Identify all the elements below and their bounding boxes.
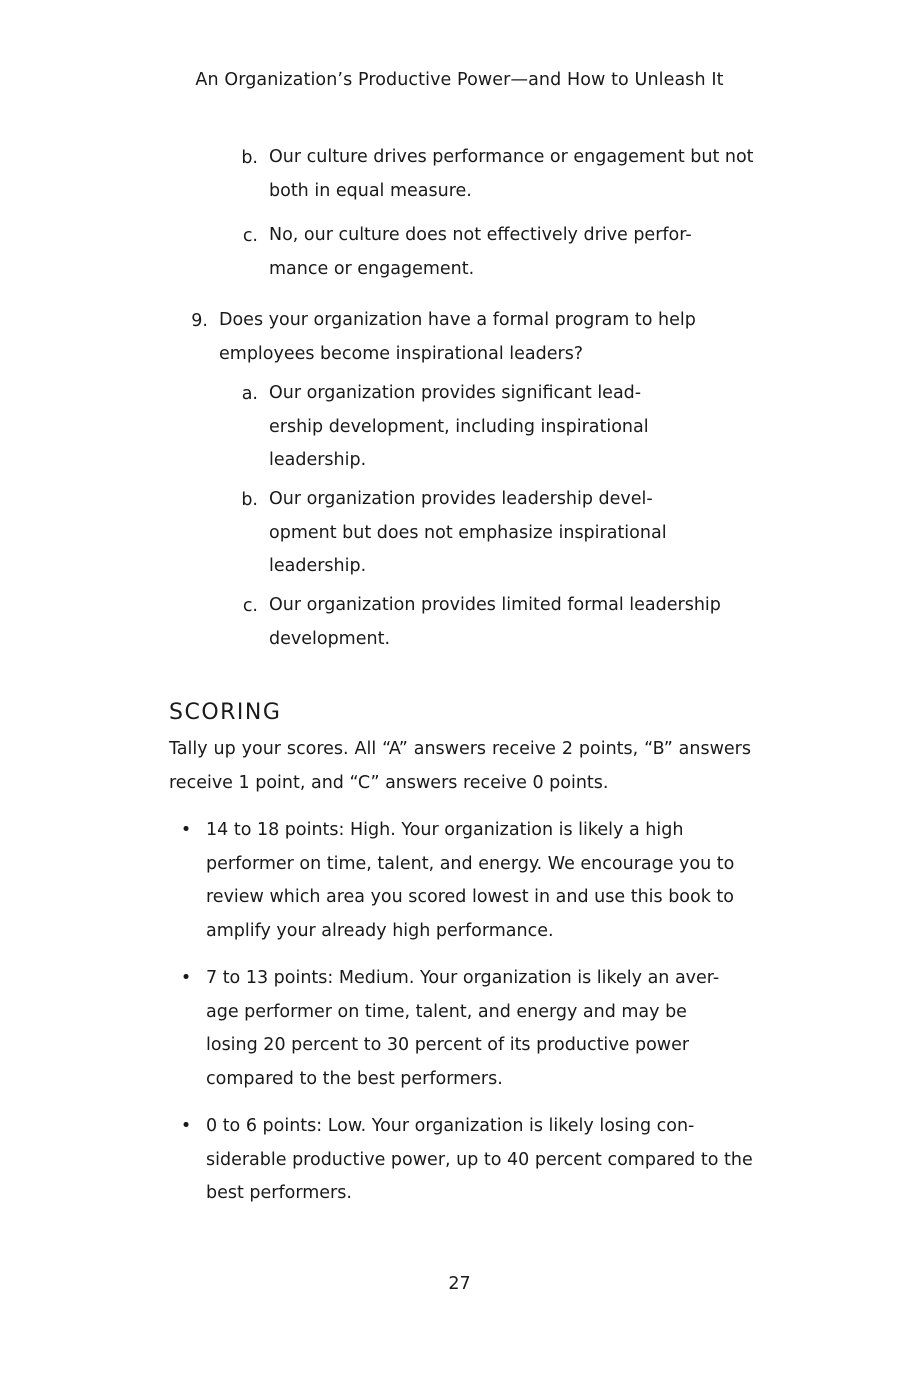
option-text: Our organization provides limited formal leadership development. <box>269 595 721 649</box>
option-label: b. <box>241 148 258 168</box>
running-head: An Organization’s Productive Power—and How to Unleash It <box>195 70 724 90</box>
list-item: 7 to 13 points: Medium. Your organization is likely an aver-age performer on time, talent, and energy and may be losing 20 percent to 30 percent of its productive power compared to the best performers. <box>206 968 720 1089</box>
option-label: b. <box>241 490 258 510</box>
option-text: No, our culture does not effectively drive perfor-mance or engagement. <box>269 225 692 279</box>
list-item: 0 to 6 points: Low. Your organization is likely losing con-siderable productive power, up to 40 percent compared to the best performers. <box>206 1116 753 1203</box>
option-text: Our culture drives performance or engagement but not both in equal measure. <box>269 147 754 201</box>
option-label: a. <box>241 384 258 404</box>
question-number: 9. <box>191 311 208 331</box>
list-item: 14 to 18 points: High. Your organization is likely a high performer on time, talent, and energy. We encourage you to review which area you scored lowest in and use this book to amplify your already high performance. <box>206 820 735 941</box>
bullet-icon: • <box>180 1116 192 1136</box>
question-text: Does your organization have a formal program to help employees become inspirational leaders? <box>219 310 696 364</box>
section-heading: SCORING <box>169 700 282 725</box>
bullet-icon: • <box>180 820 192 840</box>
scoring-intro: Tally up your scores. All “A” answers receive 2 points, “B” answers receive 1 point, and “C” answers receive 0 points. <box>169 739 751 793</box>
page-number: 27 <box>448 1274 471 1294</box>
option-label: c. <box>242 226 258 246</box>
option-text: Our organization provides significant lead-ership development, including inspirational leadership. <box>269 383 649 470</box>
option-label: c. <box>242 596 258 616</box>
option-text: Our organization provides leadership devel-opment but does not emphasize inspirational leadership. <box>269 489 667 576</box>
bullet-icon: • <box>180 968 192 988</box>
